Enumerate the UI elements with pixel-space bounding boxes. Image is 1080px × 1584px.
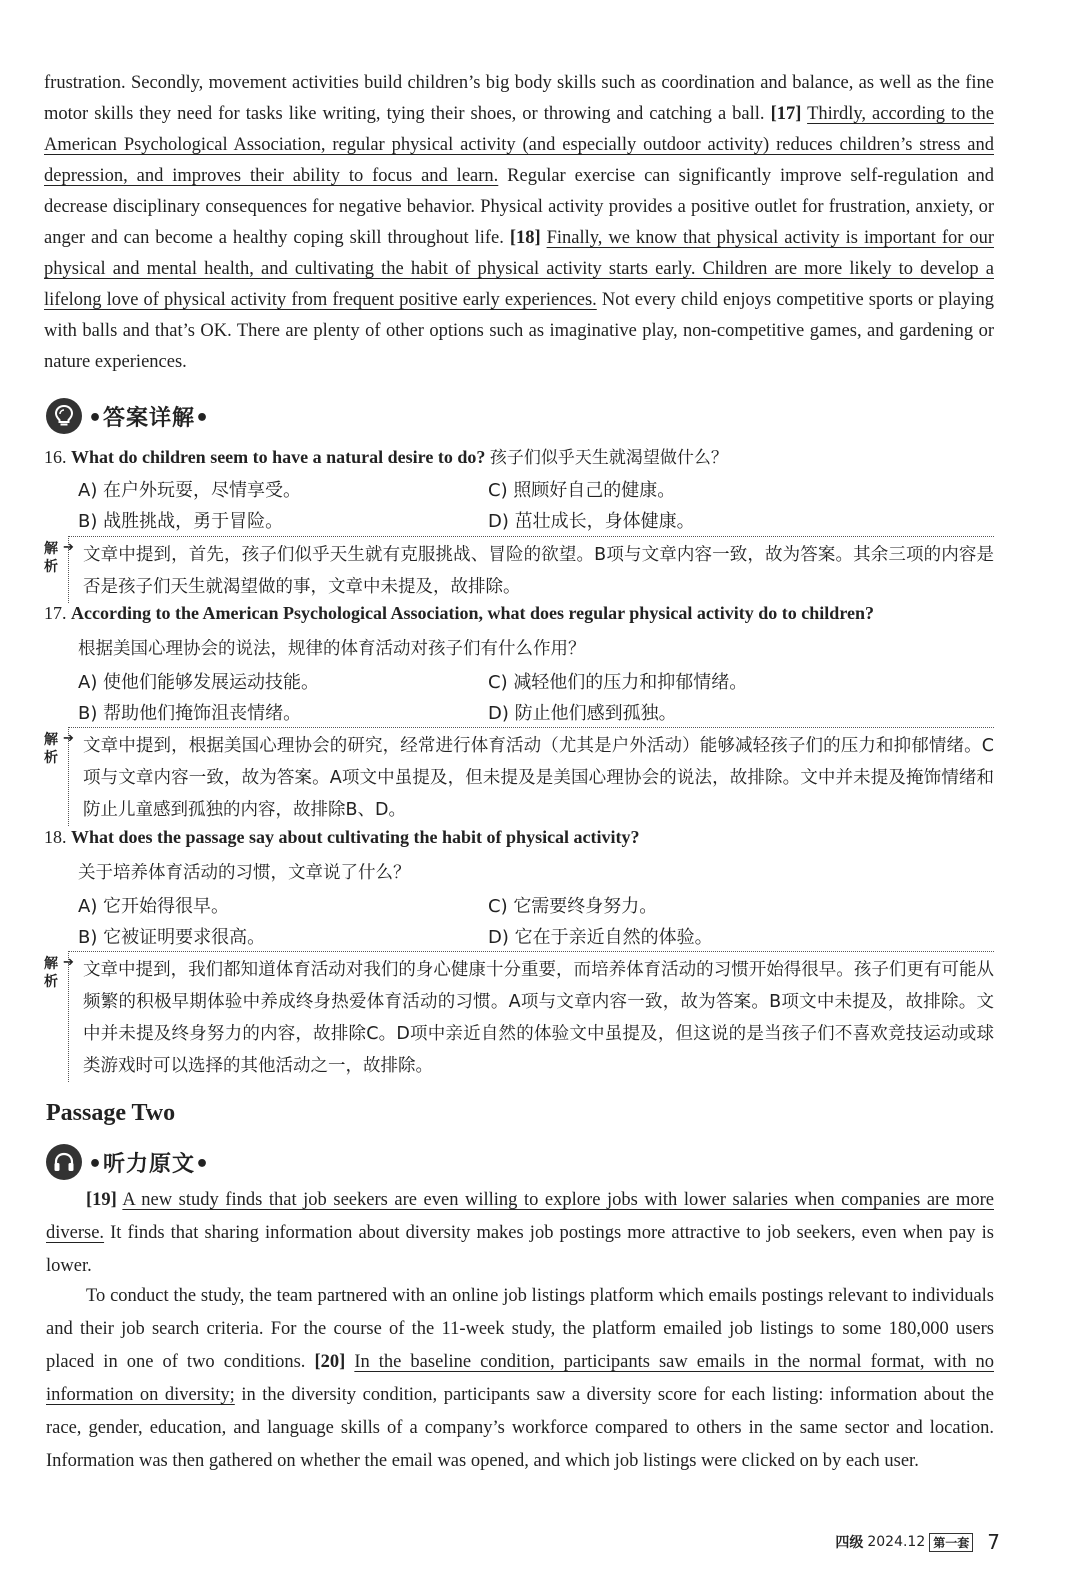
passage-one-paragraph: [44, 68, 994, 378]
arrow-icon: ➔: [63, 954, 74, 969]
passage-two-paragraph-2: [46, 1280, 994, 1478]
question-text-en: What do children seem to have a natural desire to do?: [71, 447, 486, 467]
option-b: B) 帮助他们掩饰沮丧情绪。: [78, 703, 302, 724]
text-run: It finds that sharing information about diversity makes job postings more attractive to job seekers, even when pay is lower.: [46, 1223, 994, 1276]
answers-section-header: [46, 396, 210, 436]
analysis-18: [44, 951, 994, 1079]
question-number: 16.: [44, 447, 67, 467]
analysis-label: 解析: [44, 541, 58, 575]
option-d: D) 防止他们感到孤独。: [488, 703, 677, 724]
exam-date: 2024.12: [867, 1534, 926, 1550]
option-b: B) 它被证明要求很高。: [78, 927, 266, 948]
option-a: A) 使他们能够发展运动技能。: [78, 672, 320, 693]
analysis-label: 解析: [44, 732, 58, 766]
lightbulb-icon: [46, 398, 82, 434]
text-run: To conduct the study, the team partnered with an online job listings platform which emails postings relevant to individuals and their job search criteria. For the course of the 11-week study, the platform emailed job listings to some 180,000 users placed in one of two conditions.: [46, 1286, 994, 1372]
transcript-section-header: [46, 1142, 210, 1182]
text-run: frustration. Secondly, movement activities build children’s big body skills such as coordination and balance, as well as the fine motor skills they need for tasks like writing, tying their shoes, or throwing and catching a ball.: [44, 73, 994, 124]
option-b: B) 战胜挑战，勇于冒险。: [78, 511, 284, 532]
question-text-en: What does the passage say about cultivating the habit of physical activity?: [71, 827, 640, 847]
question-text-cn: 根据美国心理协会的说法，规律的体育活动对孩子们有什么作用？: [78, 639, 586, 659]
page-number: 7: [987, 1530, 1000, 1554]
option-d: D) 它在于亲近自然的体验。: [488, 927, 713, 948]
passage-two-paragraph-1: [46, 1184, 994, 1283]
underlined-answer-20: In the baseline condition, participants saw emails in the normal format, with no information on diversity;: [46, 1352, 995, 1405]
option-d: D) 茁壮成长，身体健康。: [488, 511, 695, 532]
question-text-en: According to the American Psychological Association, what does regular physical activity do to children?: [71, 603, 874, 623]
question-number: 17.: [44, 603, 67, 623]
marker-19: [19]: [86, 1190, 117, 1210]
option-a: A) 在户外玩耍，尽情享受。: [78, 480, 302, 501]
exam-level: 四级: [835, 1535, 864, 1551]
option-c: C) 减轻他们的压力和抑郁情绪。: [488, 672, 748, 693]
option-c: C) 照顾好自己的健康。: [488, 480, 676, 501]
option-a: A) 它开始得很早。: [78, 896, 230, 917]
underlined-answer-18: Finally, we know that physical activity is important for our physical and mental health, and cultivating the habit of physical activity starts early. Children are more likely to develop a lifelong love of physical activity from frequent positive early experiences.: [44, 228, 995, 310]
analysis-text: 文章中提到，我们都知道体育活动对我们的身心健康十分重要，而培养体育活动的习惯开始得很早。孩子们更有可能从频繁的积极早期体验中养成终身热爱体育活动的习惯。A项与文章内容一致，故为答案。B项文中未提及，故排除。文中并未提及终身努力的内容，故排除C。D项中亲近自然的体验文中虽提及，但这说的是当孩子们不喜欢竞技运动或球类游戏时可以选择的其他活动之一，故排除。: [68, 951, 994, 1082]
text-run: Regular exercise can significantly improve self-regulation and decrease disciplinary consequences for negative behavior. Physical activity provides a positive outlet for frustration, anxiety, or anger and can become a healthy coping skill throughout life.: [44, 166, 994, 248]
option-c: C) 它需要终身努力。: [488, 896, 658, 917]
section-label: •答案详解•: [88, 405, 211, 431]
marker-17: [17]: [770, 104, 802, 124]
question-text-cn: 关于培养体育活动的习惯，文章说了什么？: [78, 863, 411, 883]
marker-20: [20]: [314, 1352, 346, 1372]
question-18: [44, 827, 1004, 848]
analysis-label: 解析: [44, 956, 58, 990]
analysis-16: [44, 536, 994, 600]
headphones-icon: [46, 1144, 82, 1180]
page-footer: [835, 1530, 1000, 1554]
question-17: [44, 603, 1004, 624]
underlined-answer-17: Thirdly, according to the American Psychological Association, regular physical activity (and especially outdoor activity) reduces children’s stress and depression, and improves their ability to focus and learn.: [44, 104, 994, 186]
question-number: 18.: [44, 827, 67, 847]
text-run: Not every child enjoys competitive sports or playing with balls and that’s OK. There are plenty of other options such as imaginative play, non-competitive games, and gardening or nature experiences.: [44, 290, 995, 372]
arrow-icon: ➔: [63, 730, 74, 745]
arrow-icon: ➔: [63, 539, 74, 554]
underlined-answer-19: A new study finds that job seekers are even willing to explore jobs with lower salaries when companies are more diverse.: [46, 1190, 994, 1243]
analysis-17: [44, 727, 994, 823]
section-label: •听力原文•: [88, 1151, 211, 1177]
analysis-text: 文章中提到，首先，孩子们似乎天生就有克服挑战、冒险的欲望。B项与文章内容一致，故为答案。其余三项的内容是否是孩子们天生就渴望做的事，文章中未提及，故排除。: [68, 536, 994, 603]
exam-set-badge: 第一套: [929, 1533, 973, 1552]
analysis-text: 文章中提到，根据美国心理协会的研究，经常进行体育活动（尤其是户外活动）能够减轻孩子们的压力和抑郁情绪。C项与文章内容一致，故为答案。A项文中虽提及，但未提及是美国心理协会的说法，故排除。文中并未提及掩饰情绪和防止儿童感到孤独的内容，故排除B、D。: [68, 727, 994, 826]
passage-two-title: Passage Two: [46, 1100, 176, 1126]
text-run: in the diversity condition, participants saw a diversity score for each listing: information about the race, gender, education, and language skills of a company’s workforce compared to others in the same sector and location. Information was then gathered on whether the email was opened, and which job listings were clicked on by each user.: [46, 1385, 994, 1471]
question-text-cn: 孩子们似乎天生就渴望做什么？: [489, 448, 728, 468]
marker-18: [18]: [509, 228, 541, 248]
question-16: [44, 443, 1004, 468]
